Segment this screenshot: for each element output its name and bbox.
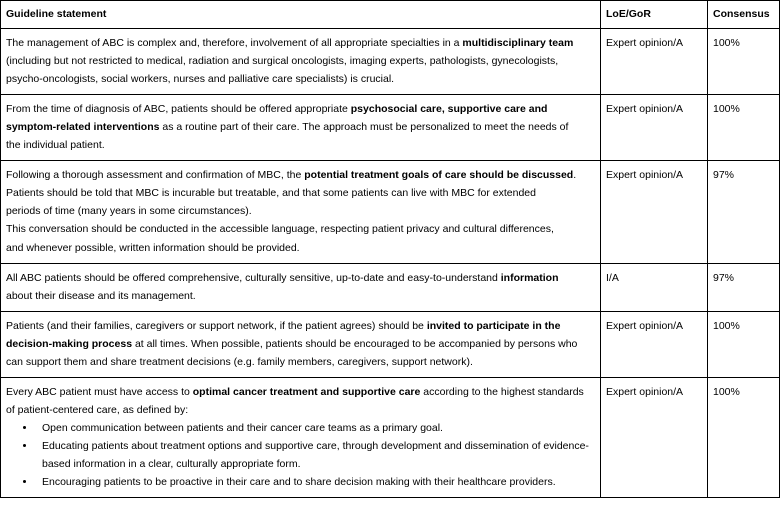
- cell-loe-gor: Expert opinion/A: [601, 29, 708, 95]
- statement-text: psycho-oncologists, social workers, nurses and palliative care specialists) is crucial.: [6, 73, 395, 86]
- statement-text: From the time of diagnosis of ABC, patients should be offered appropriate: [6, 103, 351, 116]
- cell-loe-gor: Expert opinion/A: [601, 377, 708, 497]
- statement-paragraph: [6, 118, 595, 136]
- cell-loe-gor: Expert opinion/A: [601, 161, 708, 263]
- statement-paragraph: [6, 166, 595, 184]
- list-item: • Encouraging patients to be proactive in their care and to share decision making with their healthcare providers.: [36, 473, 595, 491]
- list-item: • Open communication between patients and their cancer care teams as a primary goal.: [36, 419, 595, 437]
- statement-emphasis: multidisciplinary team: [462, 37, 574, 50]
- statement-text: The management of ABC is complex and, therefore, involvement of all appropriate specialties in a: [6, 37, 463, 50]
- statement-emphasis: symptom-related interventions: [6, 121, 160, 134]
- cell-consensus: 97%: [708, 263, 780, 311]
- statement-text: Following a thorough assessment and confirmation of MBC, the: [6, 169, 305, 182]
- statement-text: periods of time (many years in some circumstances).: [6, 205, 252, 218]
- statement-emphasis: potential treatment goals of care should be discussed: [304, 169, 574, 182]
- statement-emphasis: psychosocial care, supportive care and: [350, 103, 548, 116]
- statement-text: Patients (and their families, caregivers or support network, if the patient agrees) should be: [6, 319, 427, 332]
- cell-loe-gor: Expert opinion/A: [601, 95, 708, 161]
- cell-consensus: 97%: [708, 161, 780, 263]
- statement-paragraph: [6, 136, 595, 154]
- cell-loe-gor: I/A: [601, 263, 708, 311]
- statement-emphasis: optimal cancer treatment and supportive care: [192, 385, 421, 398]
- statement-text: and whenever possible, written information should be provided.: [6, 241, 300, 254]
- cell-consensus: 100%: [708, 95, 780, 161]
- statement-paragraph: [6, 184, 595, 202]
- cell-guideline-statement: [1, 377, 601, 497]
- cell-guideline-statement: [1, 311, 601, 377]
- cell-guideline-statement: [1, 161, 601, 263]
- statement-text: .: [573, 169, 577, 182]
- statement-text: at all times. When possible, patients should be encouraged to be accompanied by persons who: [132, 337, 578, 350]
- statement-paragraph: [6, 52, 595, 70]
- cell-guideline-statement: [1, 29, 601, 95]
- statement-text: Patients should be told that MBC is incurable but treatable, and that some patients can live with MBC for extended: [6, 187, 536, 200]
- table-row: [1, 377, 780, 497]
- statement-text: (including but not restricted to medical, radiation and surgical oncologists, imaging experts, pathologists, gynecologists,: [6, 55, 559, 68]
- table-row: [1, 29, 780, 95]
- table-body: [1, 29, 780, 498]
- table-row: [1, 161, 780, 263]
- statement-paragraph: [6, 34, 595, 52]
- cell-guideline-statement: [1, 263, 601, 311]
- statement-text: Every ABC patient must have access to: [6, 385, 193, 398]
- statement-text: the individual patient.: [6, 139, 105, 152]
- statement-paragraph: [6, 335, 595, 353]
- cell-consensus: 100%: [708, 377, 780, 497]
- statement-text: can support them and share treatment decisions (e.g. family members, caregivers, support network).: [6, 355, 473, 368]
- statement-paragraph: [6, 70, 595, 88]
- statement-text: according to the highest standards: [420, 385, 584, 398]
- statement-text: about their disease and its management.: [6, 289, 196, 302]
- table-header-row: [1, 1, 780, 29]
- column-header-consensus: Consensus: [708, 1, 780, 29]
- statement-text: This conversation should be conducted in the accessible language, respecting patient privacy and cultural differences,: [6, 223, 554, 236]
- statement-text: All ABC patients should be offered comprehensive, culturally sensitive, up-to-date and easy-to-understand: [6, 271, 501, 284]
- column-header-guideline-statement: Guideline statement: [1, 1, 601, 29]
- statement-emphasis: decision-making process: [6, 337, 133, 350]
- cell-loe-gor: Expert opinion/A: [601, 311, 708, 377]
- statement-paragraph: [6, 383, 595, 401]
- table-row: [1, 95, 780, 161]
- statement-text: as a routine part of their care. The approach must be personalized to meet the needs of: [159, 121, 569, 134]
- statement-paragraph: [6, 202, 595, 220]
- list-item: • Educating patients about treatment options and supportive care, through development and dissemination of evidence-based information in a clear, culturally appropriate form.: [36, 437, 595, 473]
- statement-paragraph: [6, 401, 595, 419]
- statement-paragraph: [6, 239, 595, 257]
- statement-emphasis: invited to participate in the: [426, 319, 561, 332]
- statement-text: of patient-centered care, as defined by:: [6, 403, 189, 416]
- statement-paragraph: [6, 269, 595, 287]
- cell-consensus: 100%: [708, 29, 780, 95]
- statement-paragraph: [6, 100, 595, 118]
- table-row: [1, 311, 780, 377]
- statement-paragraph: [6, 353, 595, 371]
- table-header: [1, 1, 780, 29]
- column-header-loe-gor: LoE/GoR: [601, 1, 708, 29]
- cell-guideline-statement: [1, 95, 601, 161]
- statement-paragraph: [6, 317, 595, 335]
- statement-paragraph: [6, 287, 595, 305]
- statement-bullet-list: [6, 419, 595, 491]
- table-row: [1, 263, 780, 311]
- cell-consensus: 100%: [708, 311, 780, 377]
- statement-paragraph: [6, 220, 595, 238]
- statement-emphasis: information: [500, 271, 559, 284]
